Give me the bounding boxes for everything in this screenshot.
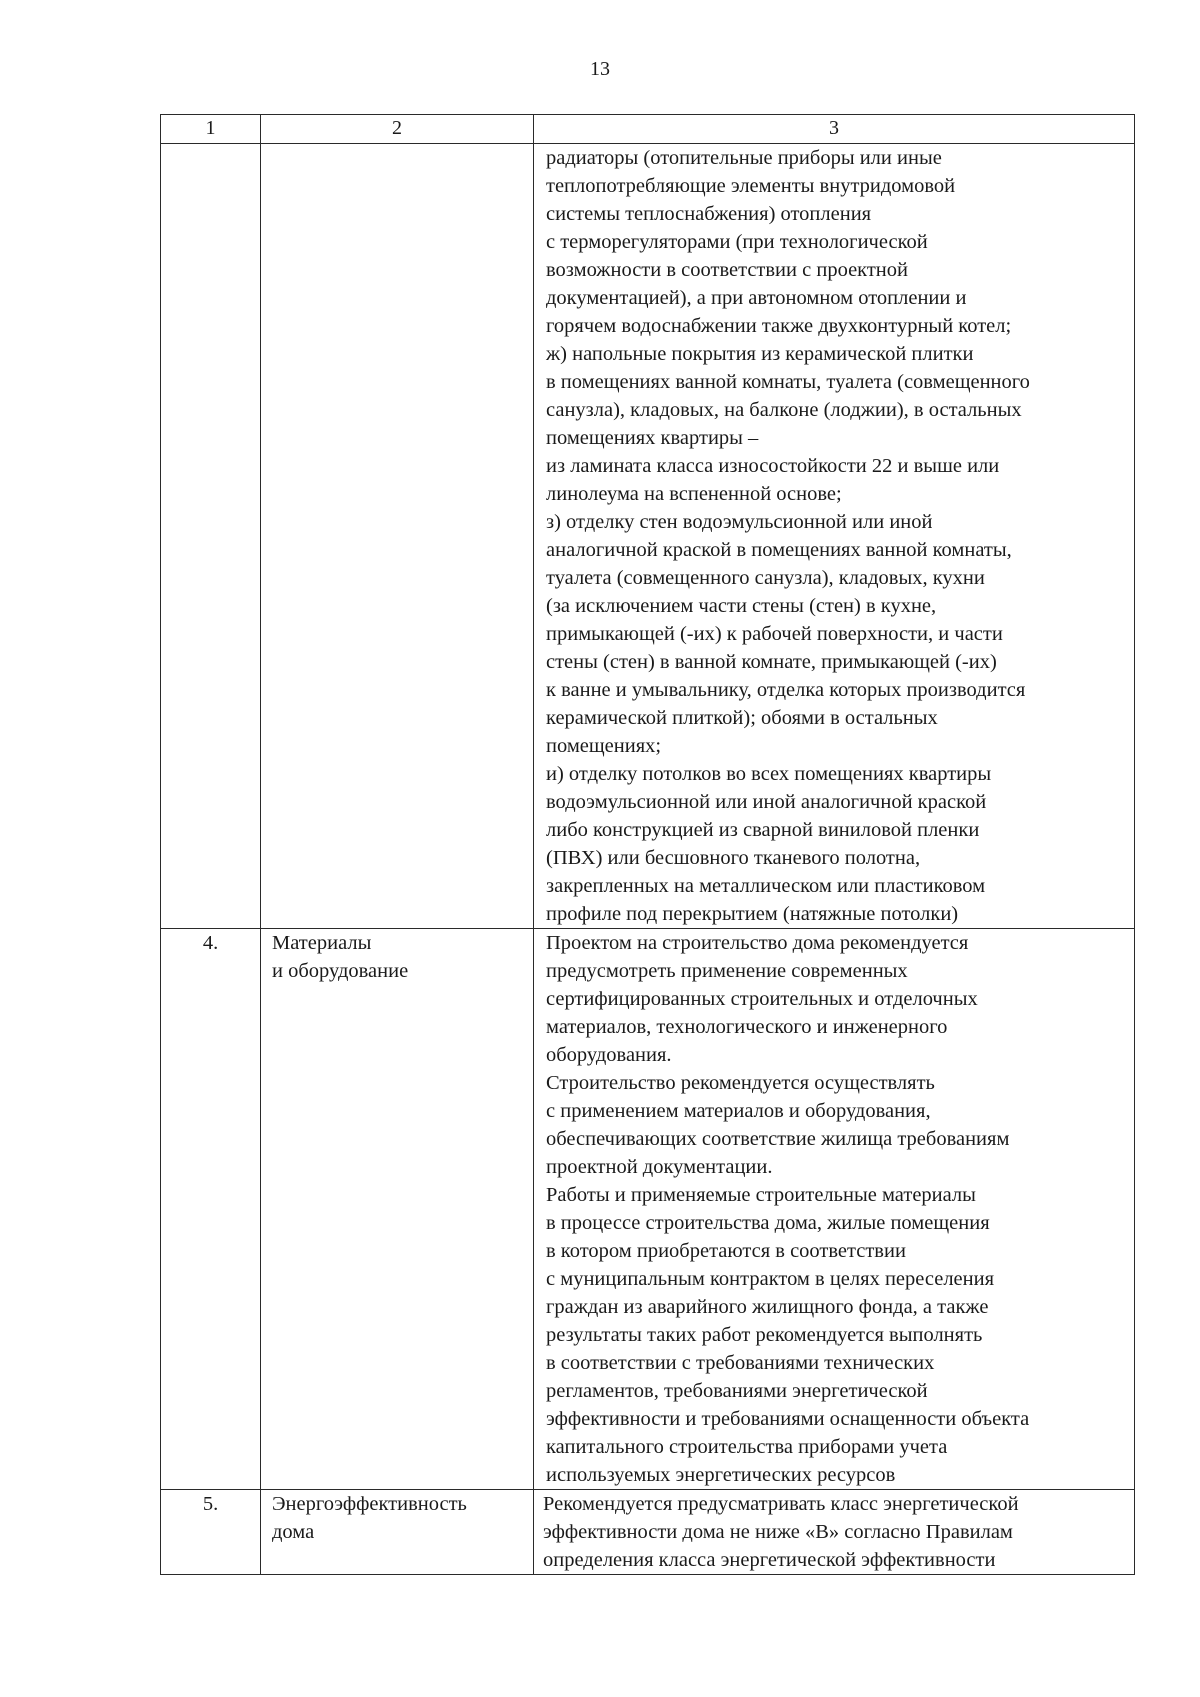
row-description-line: документацией), а при автономном отоплении и	[546, 287, 967, 309]
row-name-cell	[261, 929, 534, 1490]
row-description-line: с применением материалов и оборудования,	[546, 1100, 931, 1122]
row-description-line: капитального строительства приборами учета	[546, 1436, 948, 1458]
row-description-line: в соответствии с требованиями технических	[546, 1352, 935, 1374]
row-number-cell	[161, 929, 261, 1490]
header-cell-2: 2	[261, 115, 534, 144]
table-header-row	[161, 115, 1135, 144]
page-number: 13	[590, 58, 610, 80]
row-description-line: результаты таких работ рекомендуется выполнять	[546, 1324, 983, 1346]
row-description-line: Работы и применяемые строительные материалы	[546, 1184, 976, 1206]
row-description-cell	[534, 929, 1135, 1490]
row-description-line: (ПВХ) или бесшовного тканевого полотна,	[546, 847, 921, 869]
row-description-line: оборудования.	[546, 1044, 672, 1066]
row-number-cell	[161, 144, 261, 929]
row-description-line: определения класса энергетической эффективности	[543, 1549, 996, 1571]
row-description-line: (за исключением части стены (стен) в кухне,	[546, 595, 937, 617]
row-number: 5.	[202, 1493, 219, 1515]
row-description-line: аналогичной краской в помещениях ванной комнаты,	[546, 539, 1012, 561]
row-description-line: регламентов, требованиями энергетической	[546, 1380, 928, 1402]
row-description-line: граждан из аварийного жилищного фонда, а также	[546, 1296, 989, 1318]
row-name-line: дома	[272, 1521, 315, 1543]
row-description-line: ж) напольные покрытия из керамической плитки	[546, 343, 974, 365]
row-description-line: профиле под перекрытием (натяжные потолки)	[546, 903, 959, 925]
row-description-line: возможности в соответствии с проектной	[546, 259, 909, 281]
row-description-line: Строительство рекомендуется осуществлять	[546, 1072, 935, 1094]
row-description-line: обеспечивающих соответствие жилища требованиям	[546, 1128, 1010, 1150]
row-description-line: с терморегуляторами (при технологической	[546, 231, 928, 253]
row-description-line: теплопотребляющие элементы внутридомовой	[546, 175, 956, 197]
row-description-line: закрепленных на металлическом или пластиковом	[546, 875, 986, 897]
row-name-cell	[261, 144, 534, 929]
requirements-table	[160, 114, 1135, 1575]
row-description-line: эффективности дома не ниже «В» согласно Правилам	[543, 1521, 1013, 1543]
row-description-line: используемых энергетических ресурсов	[546, 1464, 896, 1486]
row-description-line: проектной документации.	[546, 1156, 773, 1178]
row-description-line: помещениях квартиры –	[546, 427, 759, 449]
row-description-line: в котором приобретаются в соответствии	[546, 1240, 906, 1262]
row-description-line: либо конструкцией из сварной виниловой пленки	[546, 819, 980, 841]
row-description-line: радиаторы (отопительные приборы или иные	[546, 147, 942, 169]
row-description-line: Рекомендуется предусматривать класс энергетической	[543, 1493, 1019, 1515]
row-description-line: к ванне и умывальнику, отделка которых производится	[546, 679, 1026, 701]
row-name-line: Материалы	[272, 932, 372, 954]
row-description-line: горячем водоснабжении также двухконтурный котел;	[546, 315, 1012, 337]
row-description-line: линолеума на вспененной основе;	[546, 483, 842, 505]
row-description-line: в процессе строительства дома, жилые помещения	[546, 1212, 990, 1234]
row-description-line: в помещениях ванной комнаты, туалета (совмещенного	[546, 371, 1030, 393]
header-cell-3: 3	[534, 115, 1135, 144]
row-description-line: материалов, технологического и инженерного	[546, 1016, 948, 1038]
header-cell-1: 1	[161, 115, 261, 144]
row-number: 4.	[202, 932, 219, 954]
row-description-line: туалета (совмещенного санузла), кладовых, кухни	[546, 567, 985, 589]
table-row	[161, 144, 1135, 929]
row-description-line: с муниципальным контрактом в целях переселения	[546, 1268, 995, 1290]
row-description-line: системы теплоснабжения) отопления	[546, 203, 872, 225]
row-description-line: водоэмульсионной или иной аналогичной краской	[546, 791, 987, 813]
row-description-line: сертифицированных строительных и отделочных	[546, 988, 978, 1010]
row-name-line: Энергоэффективность	[272, 1493, 467, 1515]
row-description-line: эффективности и требованиями оснащенности объекта	[546, 1408, 1030, 1430]
row-description-line: з) отделку стен водоэмульсионной или иной	[546, 511, 933, 533]
row-name-cell	[261, 1490, 534, 1575]
row-description-line: стены (стен) в ванной комнате, примыкающей (-их)	[546, 651, 997, 673]
table-row	[161, 1490, 1135, 1575]
row-name-line: и оборудование	[272, 960, 409, 982]
row-description-line: предусмотреть применение современных	[546, 960, 908, 982]
row-description-line: и) отделку потолков во всех помещениях квартиры	[546, 763, 992, 785]
table-row	[161, 929, 1135, 1490]
row-description-cell	[534, 1490, 1135, 1575]
row-description-line: санузла), кладовых, на балконе (лоджии), в остальных	[546, 399, 1022, 421]
row-description-cell	[534, 144, 1135, 929]
row-number-cell	[161, 1490, 261, 1575]
row-description-line: керамической плиткой); обоями в остальных	[546, 707, 938, 729]
row-description-line: примыкающей (-их) к рабочей поверхности, и части	[546, 623, 1003, 645]
row-description-line: из ламината класса износостойкости 22 и выше или	[546, 455, 1000, 477]
row-description-line: Проектом на строительство дома рекомендуется	[546, 932, 969, 954]
row-description-line: помещениях;	[546, 735, 662, 757]
